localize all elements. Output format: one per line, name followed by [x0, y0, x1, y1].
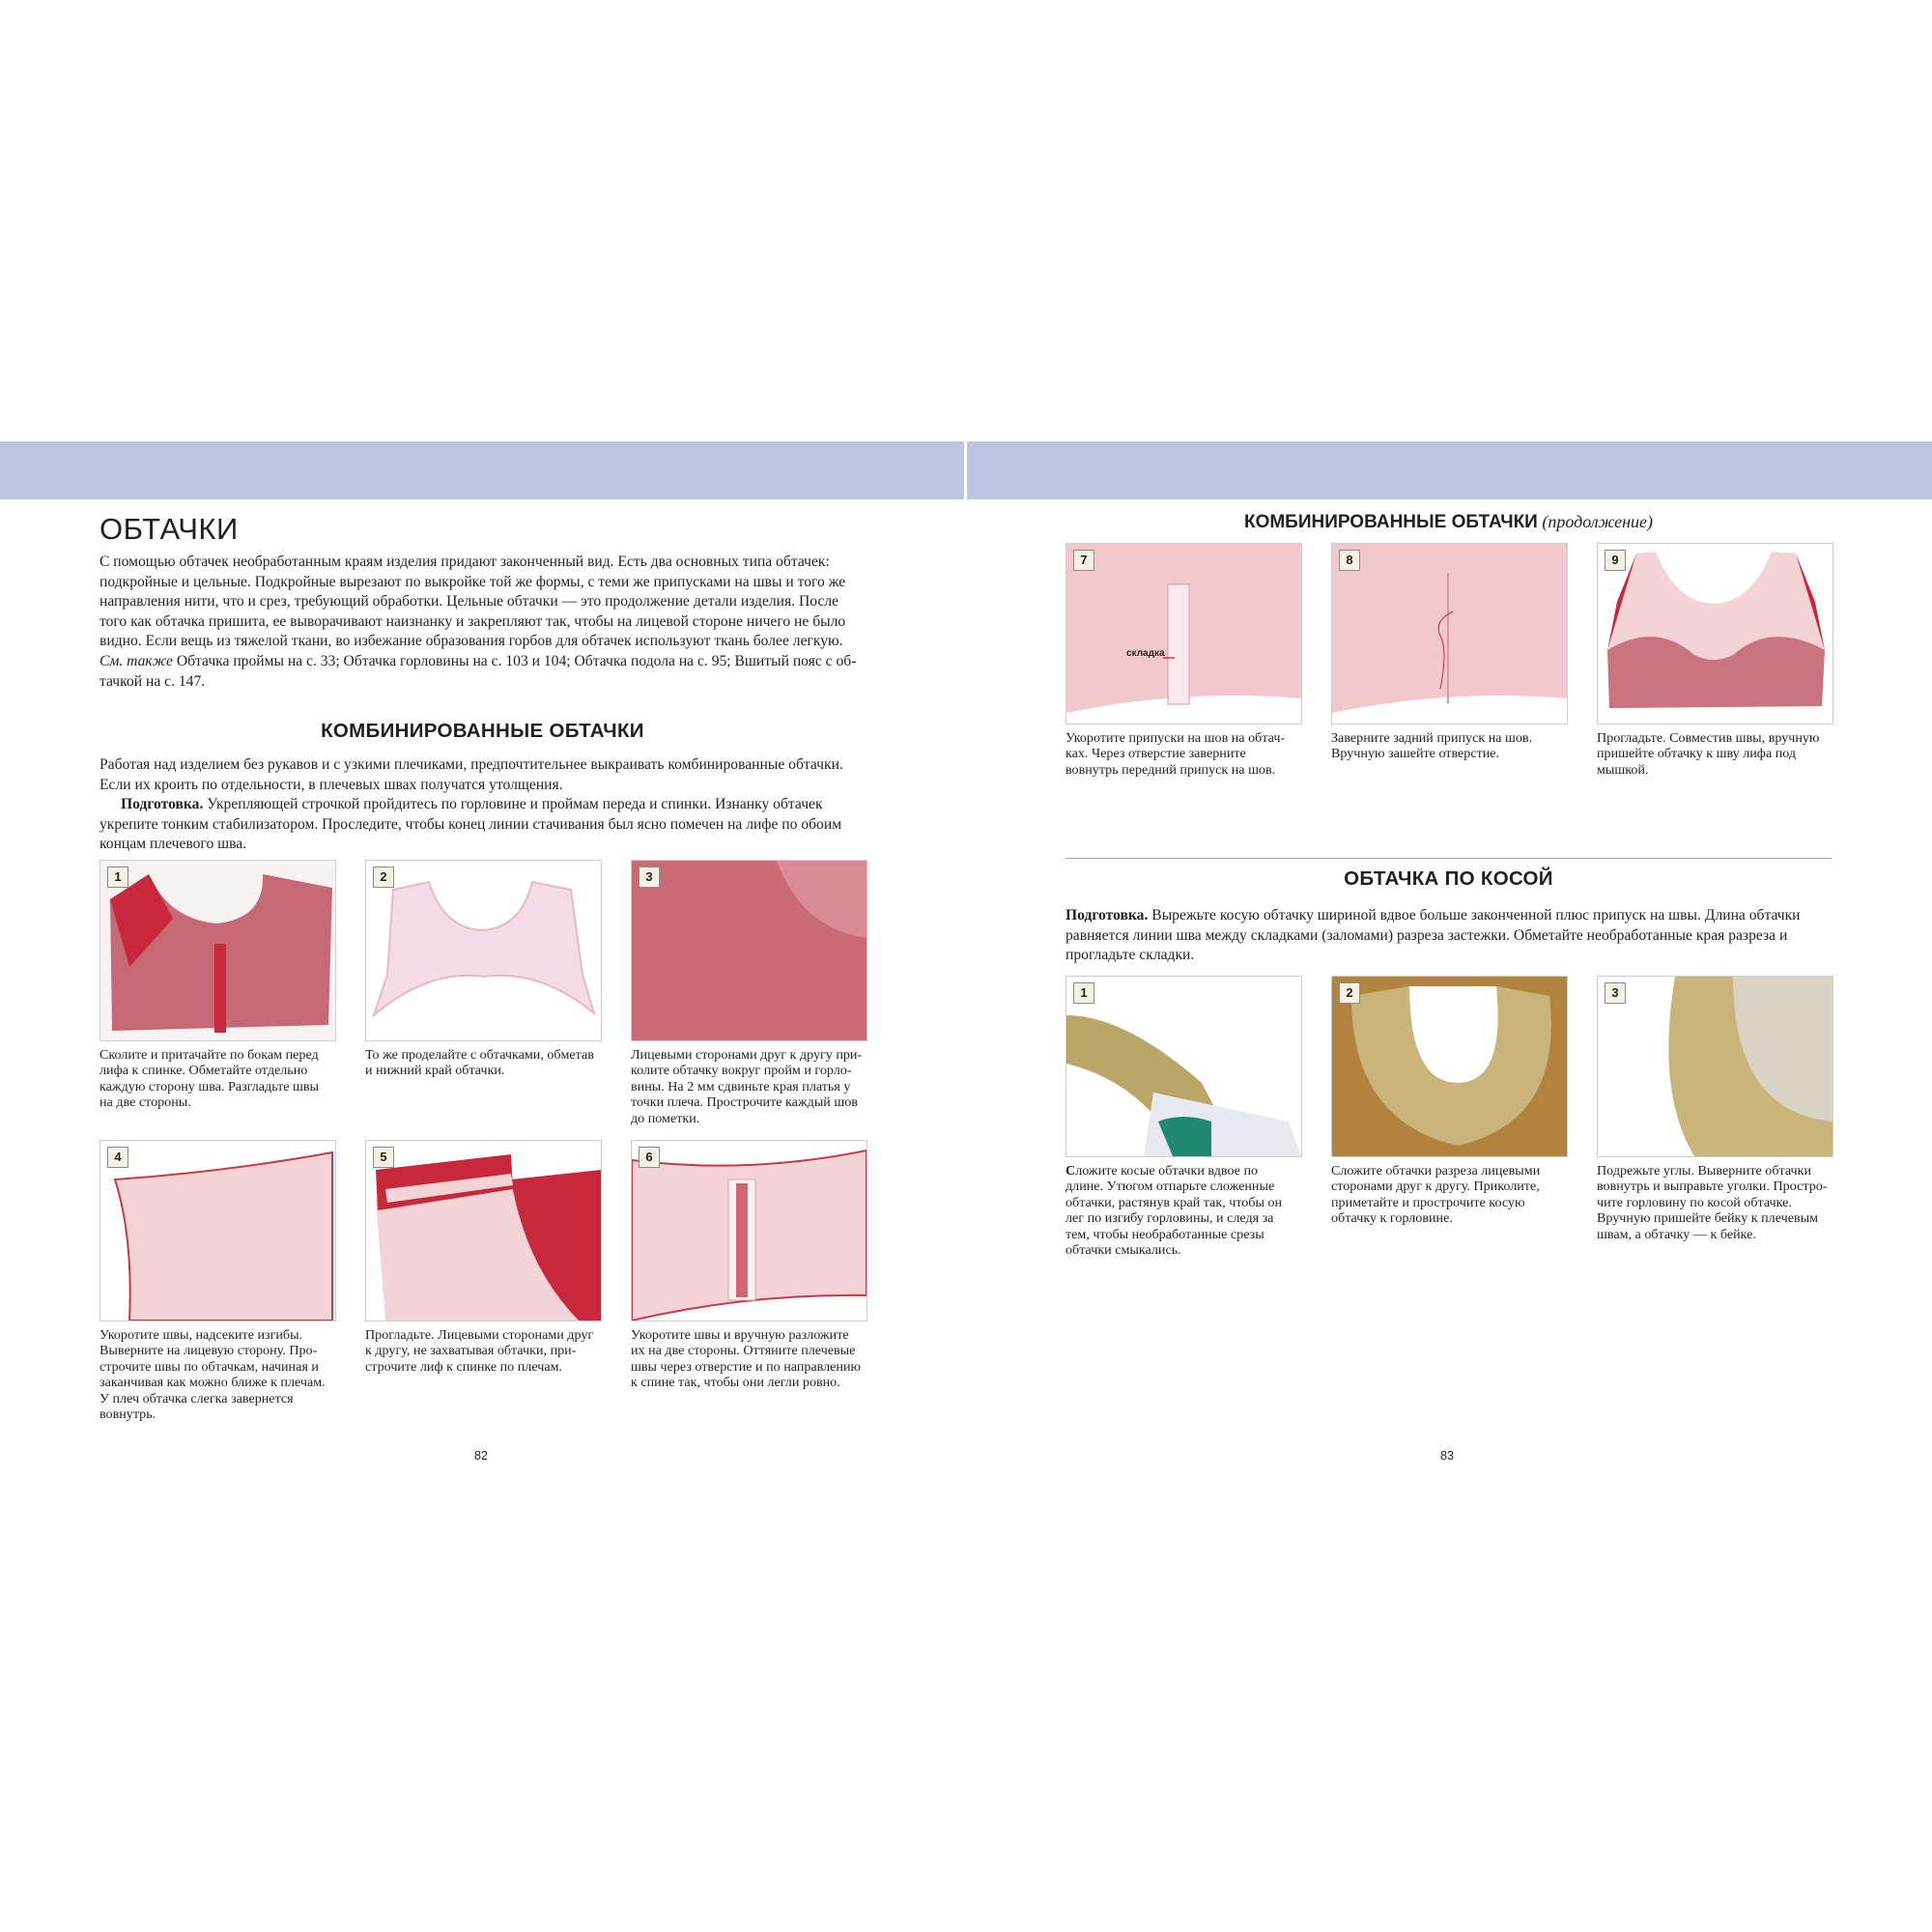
step-8 — [1331, 543, 1566, 762]
continued-title-bold: КОМБИНИРОВАННЫЕ ОБТАЧКИ — [1243, 512, 1538, 532]
bias-step-1 — [1065, 976, 1300, 1258]
step-9 — [1597, 543, 1832, 778]
bias-step-1-caption-text: ложите косые обтачки вдвое по длине. Утюгом отпарьте сложенные обтачки, растянув край так, чтобы он лег по изгибу горловины, и следя за тем, чтобы необработанные срезы обтачки смыкались. — [1065, 1163, 1283, 1259]
page-number-left: 82 — [474, 1449, 488, 1463]
continued-title — [1065, 512, 1832, 533]
step-7-photo — [1065, 543, 1302, 724]
bias-step-1-caption — [1065, 1163, 1297, 1258]
turned-facing-illustration — [100, 1141, 335, 1321]
page-gutter — [964, 441, 967, 499]
step-1-caption: Сколите и притачайте по бокам перед лифа к спинке. Обметайте отдельно каждую сторону шва. Разгладьте швы на две стороны. — [99, 1047, 319, 1111]
hand-stitch-illustration — [1332, 544, 1567, 724]
facing-illustration — [366, 861, 601, 1040]
step-number: 3 — [1605, 982, 1626, 1004]
step-number: 3 — [639, 867, 660, 888]
bodice-illustration — [100, 861, 335, 1040]
finished-facing-illustration — [1598, 544, 1833, 724]
bias-step-3 — [1597, 976, 1832, 1242]
step-3-caption: Лицевыми сторонами друг к другу приколите обтачку вокруг пройм и горловины. На 2 мм сдвиньте края платья у точки плеча. Прострочите каждый шов до пометки. — [631, 1047, 863, 1126]
bias-step-2-caption: Сложите обтачки разреза лицевыми сторонами друг к другу. Приколите, приметайте и прострочите косую обтачку к горловине. — [1331, 1163, 1541, 1227]
step-1 — [99, 860, 334, 1111]
neckline-illustration — [1332, 977, 1567, 1156]
see-also-text: Обтачка проймы на с. 33; Обтачка горловины на с. 103 и 104; Обтачка подола на с. 95; Вшитый пояс с обтачкой на с. 147. — [99, 652, 857, 690]
continued-title-paren-open: ( — [1537, 512, 1548, 531]
page-title: ОБТАЧКИ — [99, 512, 239, 546]
bias-prep-label: Подготовка. — [1065, 907, 1149, 923]
bias-prep-paragraph — [1065, 906, 1832, 966]
step-7-caption: Укоротите припуски на шов на обтачках. Через отверстие заверните вовнутрь передний припуск на шов. — [1065, 730, 1286, 778]
step-number: 8 — [1339, 550, 1360, 571]
iron-illustration — [1066, 977, 1301, 1156]
bias-prep-text: Вырежьте косую обтачку шириной вдвое больше законченной плюс припуск на швы. Длина обтачки равняется линии шва между складками (заломами) разреза застежки. Обметайте необработанные края разреза и прогладьте складки. — [1065, 907, 1801, 964]
step-6-caption: Укоротите швы и вручную разложите их на две стороны. Оттяните плечевые швы через отверстие и по направлению к спине так, чтобы они легли ровно. — [631, 1327, 862, 1391]
prep-label: Подготовка. — [121, 796, 204, 812]
step-number: 1 — [1073, 982, 1094, 1004]
step-9-photo — [1597, 543, 1833, 724]
step-5-photo — [365, 1140, 602, 1321]
step-2-photo — [365, 860, 602, 1041]
fold-label: складка — [1126, 648, 1165, 659]
step-4 — [99, 1140, 334, 1422]
step-number: 4 — [107, 1147, 128, 1168]
step-number: 5 — [373, 1147, 394, 1168]
step-number: 7 — [1073, 550, 1094, 571]
step-4-caption: Укоротите швы, надсеките изгибы. Выверните на лицевую сторону. Прострочите швы по обтачкам, начиная и заканчивая как можно ближе к плечам. У плеч обтачка слегка завернется вовнутрь. — [99, 1327, 326, 1423]
pinned-facing-illustration — [632, 861, 867, 1040]
step-9-caption: Прогладьте. Совместив швы, вручную пришейте обтачку к шву лифа под мышкой. — [1597, 730, 1820, 778]
bias-step-1-photo — [1065, 976, 1302, 1157]
step-number: 2 — [1339, 982, 1360, 1004]
step-4-photo — [99, 1140, 336, 1321]
fold-illustration — [1066, 544, 1301, 724]
step-3-photo — [631, 860, 867, 1041]
section-divider — [1065, 858, 1832, 859]
shoulder-seam-illustration — [366, 1141, 601, 1321]
bias-step-2-photo — [1331, 976, 1568, 1157]
step-7 — [1065, 543, 1300, 778]
step-number: 2 — [373, 867, 394, 888]
section-title-combined: КОМБИНИРОВАННЫЕ ОБТАЧКИ — [321, 720, 644, 742]
step-6-photo — [631, 1140, 867, 1321]
finished-neckline-illustration — [1598, 977, 1833, 1156]
step-5-caption: Прогладьте. Лицевыми сторонами друг к другу, не захватывая обтачки, пристрочите лиф к спинке по плечам. — [365, 1327, 594, 1375]
bias-step-3-photo — [1597, 976, 1833, 1157]
pressed-seam-illustration — [632, 1141, 867, 1321]
intro-paragraph — [99, 553, 866, 692]
section-paragraph: Работая над изделием без рукавов и с узкими плечиками, предпочтительнее выкраивать комбинированные обтачки. Если их кроить по отдельности, в плечевых швах получатся утолщения. — [99, 756, 843, 793]
step-8-photo — [1331, 543, 1568, 724]
see-also-label: См. также — [99, 652, 173, 669]
step-number: 6 — [639, 1147, 660, 1168]
step-1-photo — [99, 860, 336, 1041]
bias-step-2 — [1331, 976, 1566, 1227]
bias-step-1-caption-initial: С — [1065, 1163, 1076, 1179]
step-8-caption: Заверните задний припуск на шов. Вручную зашейте отверстие. — [1331, 730, 1533, 762]
step-3 — [631, 860, 866, 1126]
prep-text: Укрепляющей строчкой пройдитесь по горловине и проймам переда и спинки. Изнанку обтачек укрепите тонким стабилизатором. Проследите, чтобы конец линии стачивания был ясно помечен на лифе по обоим концам плечевого шва. — [99, 796, 842, 853]
continued-title-paren-close: ) — [1647, 512, 1654, 531]
step-6 — [631, 1140, 866, 1391]
section-title-bias: ОБТАЧКА ПО КОСОЙ — [1344, 867, 1553, 890]
bias-step-3-caption: Подрежьте углы. Выверните обтачки вовнутрь и выправьте уголки. Прострочите горловину по косой обтачке. Вручную пришейте бейку к плечевым швам, а обтачку — к бейке. — [1597, 1163, 1828, 1242]
step-5 — [365, 1140, 600, 1375]
prep-paragraph — [99, 795, 866, 855]
step-number: 1 — [107, 867, 128, 888]
step-2 — [365, 860, 600, 1079]
continued-title-italic: продолжение — [1548, 512, 1648, 531]
step-2-caption: То же проделайте с обтачками, обметав и нижний край обтачки. — [365, 1047, 594, 1079]
page-number-right: 83 — [1440, 1449, 1454, 1463]
step-number: 9 — [1605, 550, 1626, 571]
intro-text: С помощью обтачек необработанным краям изделия придают законченный вид. Есть два основных типа обтачек: подкройные и цельные. Подкройные вырезают по выкройке той же формы, с теми же припусками на швы и того же направления нити, что и срез, требующий обработки. Цельные обтачки — это продолжение детали изделия. После того как обтачка пришита, ее выворачивают наизнанку и закрепляют так, чтобы на лицевой стороне ничего не было видно. Если вещь из тяжелой ткани, во избежание образования горбов для обтачек используют ткань более легкую. — [99, 554, 846, 650]
